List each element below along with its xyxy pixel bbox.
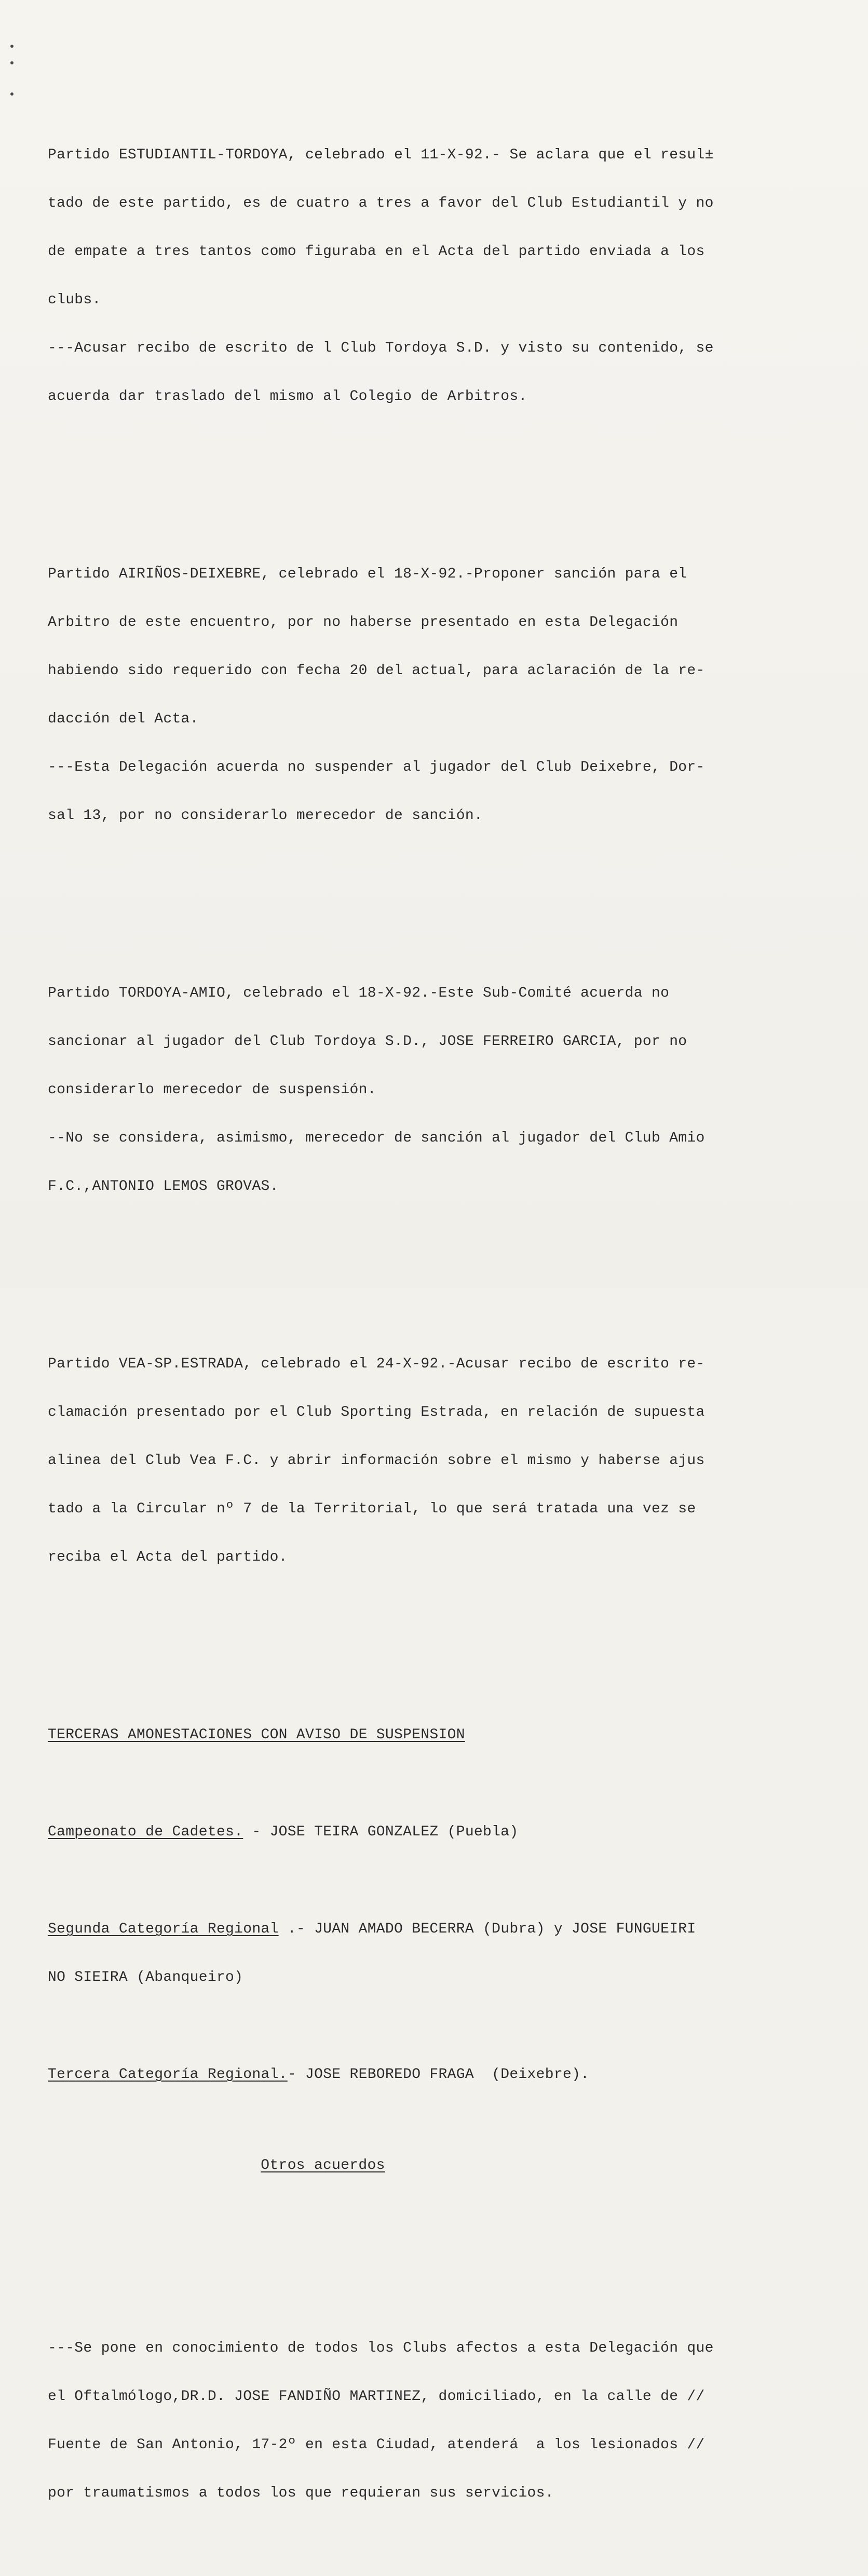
text-line: alinea del Club Vea F.C. y abrir información sobre el mismo y haberse ajus [48,1453,705,1469]
margin-dot [10,45,13,48]
text-line: Partido TORDOYA-AMIO, celebrado el 18-X-92.-Este Sub-Comité acuerda no [48,985,670,1001]
category-label: Campeonato de Cadetes. [48,1824,243,1840]
text-line: sancionar al jugador del Club Tordoya S.D., JOSE FERREIRO GARCIA, por no [48,1034,687,1050]
text-line: reciba el Acta del partido. [48,1549,288,1565]
paragraph-vea-estrada [48,1324,837,1598]
text-line: el Oftalmólogo,DR.D. JOSE FANDIÑO MARTINEZ, domiciliado, en la calle de // [48,2389,705,2405]
text-line: tado a la Circular nº 7 de la Territorial, lo que será tratada una vez se [48,1501,696,1517]
section-heading-amonestaciones: TERCERAS AMONESTACIONES CON AVISO DE SUSPENSION [48,1727,465,1743]
amonestacion-text: - JOSE TEIRA GONZALEZ (Puebla) [243,1824,519,1840]
amonestacion-segunda [48,1921,837,1937]
margin-dot [10,61,13,64]
text-line: Arbitro de este encuentro, por no haberse presentado en esta Delegación [48,614,679,630]
category-label: Tercera Categoría Regional. [48,2067,288,2083]
section-heading-otros: Otros acuerdos [261,2157,385,2174]
amonestacion-text: .- JUAN AMADO BECERRA (Dubra) y JOSE FUNGUEIRI [278,1921,696,1937]
text-line: clubs. [48,292,101,308]
text-line: sal 13, por no considerarlo merecedor de sanción. [48,808,483,824]
amonestacion-text: - JOSE REBOREDO FRAGA (Deixebre). [287,2067,590,2083]
text-line: F.C.,ANTONIO LEMOS GROVAS. [48,1178,279,1195]
margin-dot [10,92,13,96]
category-label: Segunda Categoría Regional [48,1921,279,1937]
paragraph-airinos-deixebre [48,534,837,856]
amonestacion-tercera [48,2067,837,2083]
text-line: por traumatismos a todos los que requieran sus servicios. [48,2485,554,2501]
text-line: ---Se pone en conocimiento de todos los Clubs afectos a esta Delegación que [48,2340,714,2356]
text-line: tado de este partido, es de cuatro a tres a favor del Club Estudiantil y no [48,195,714,211]
text-line: clamación presentado por el Club Sporting Estrada, en relación de supuesta [48,1404,705,1420]
text-line: ---Esta Delegación acuerda no suspender al jugador del Club Deixebre, Dor- [48,759,705,775]
section-amonestaciones [48,1695,837,2206]
text-line: dacción del Acta. [48,711,199,727]
text-line: de empate a tres tantos como figuraba en el Acta del partido enviada a los [48,244,705,260]
text-line: habiendo sido requerido con fecha 20 del actual, para aclaración de la re- [48,663,705,679]
text-line: considerarlo merecedor de suspensión. [48,1082,376,1098]
paragraph-oftalmologo [48,2308,837,2533]
paragraph-tordoya-amio [48,953,837,1227]
amonestacion-text: NO SIEIRA (Abanqueiro) [48,1969,243,1985]
text-line: Fuente de San Antonio, 17-2º en esta Ciudad, atenderá a los lesionados // [48,2437,705,2453]
typed-text [48,66,837,2576]
paragraph-estudiantil-tordoya [48,115,837,437]
text-line: Partido ESTUDIANTIL-TORDOYA, celebrado el 11-X-92.- Se aclara que el resul± [48,147,714,163]
amonestacion-cadetes [48,1824,837,1840]
text-line: ---Acusar recibo de escrito de l Club Tordoya S.D. y visto su contenido, se [48,340,714,356]
text-line: acuerda dar traslado del mismo al Colegio de Arbitros. [48,388,527,405]
text-line: Partido AIRIÑOS-DEIXEBRE, celebrado el 18-X-92.-Proponer sanción para el [48,566,687,582]
text-line: Partido VEA-SP.ESTRADA, celebrado el 24-X-92.-Acusar recibo de escrito re- [48,1356,705,1372]
text-line: --No se considera, asimismo, merecedor de sanción al jugador del Club Amio [48,1130,705,1146]
